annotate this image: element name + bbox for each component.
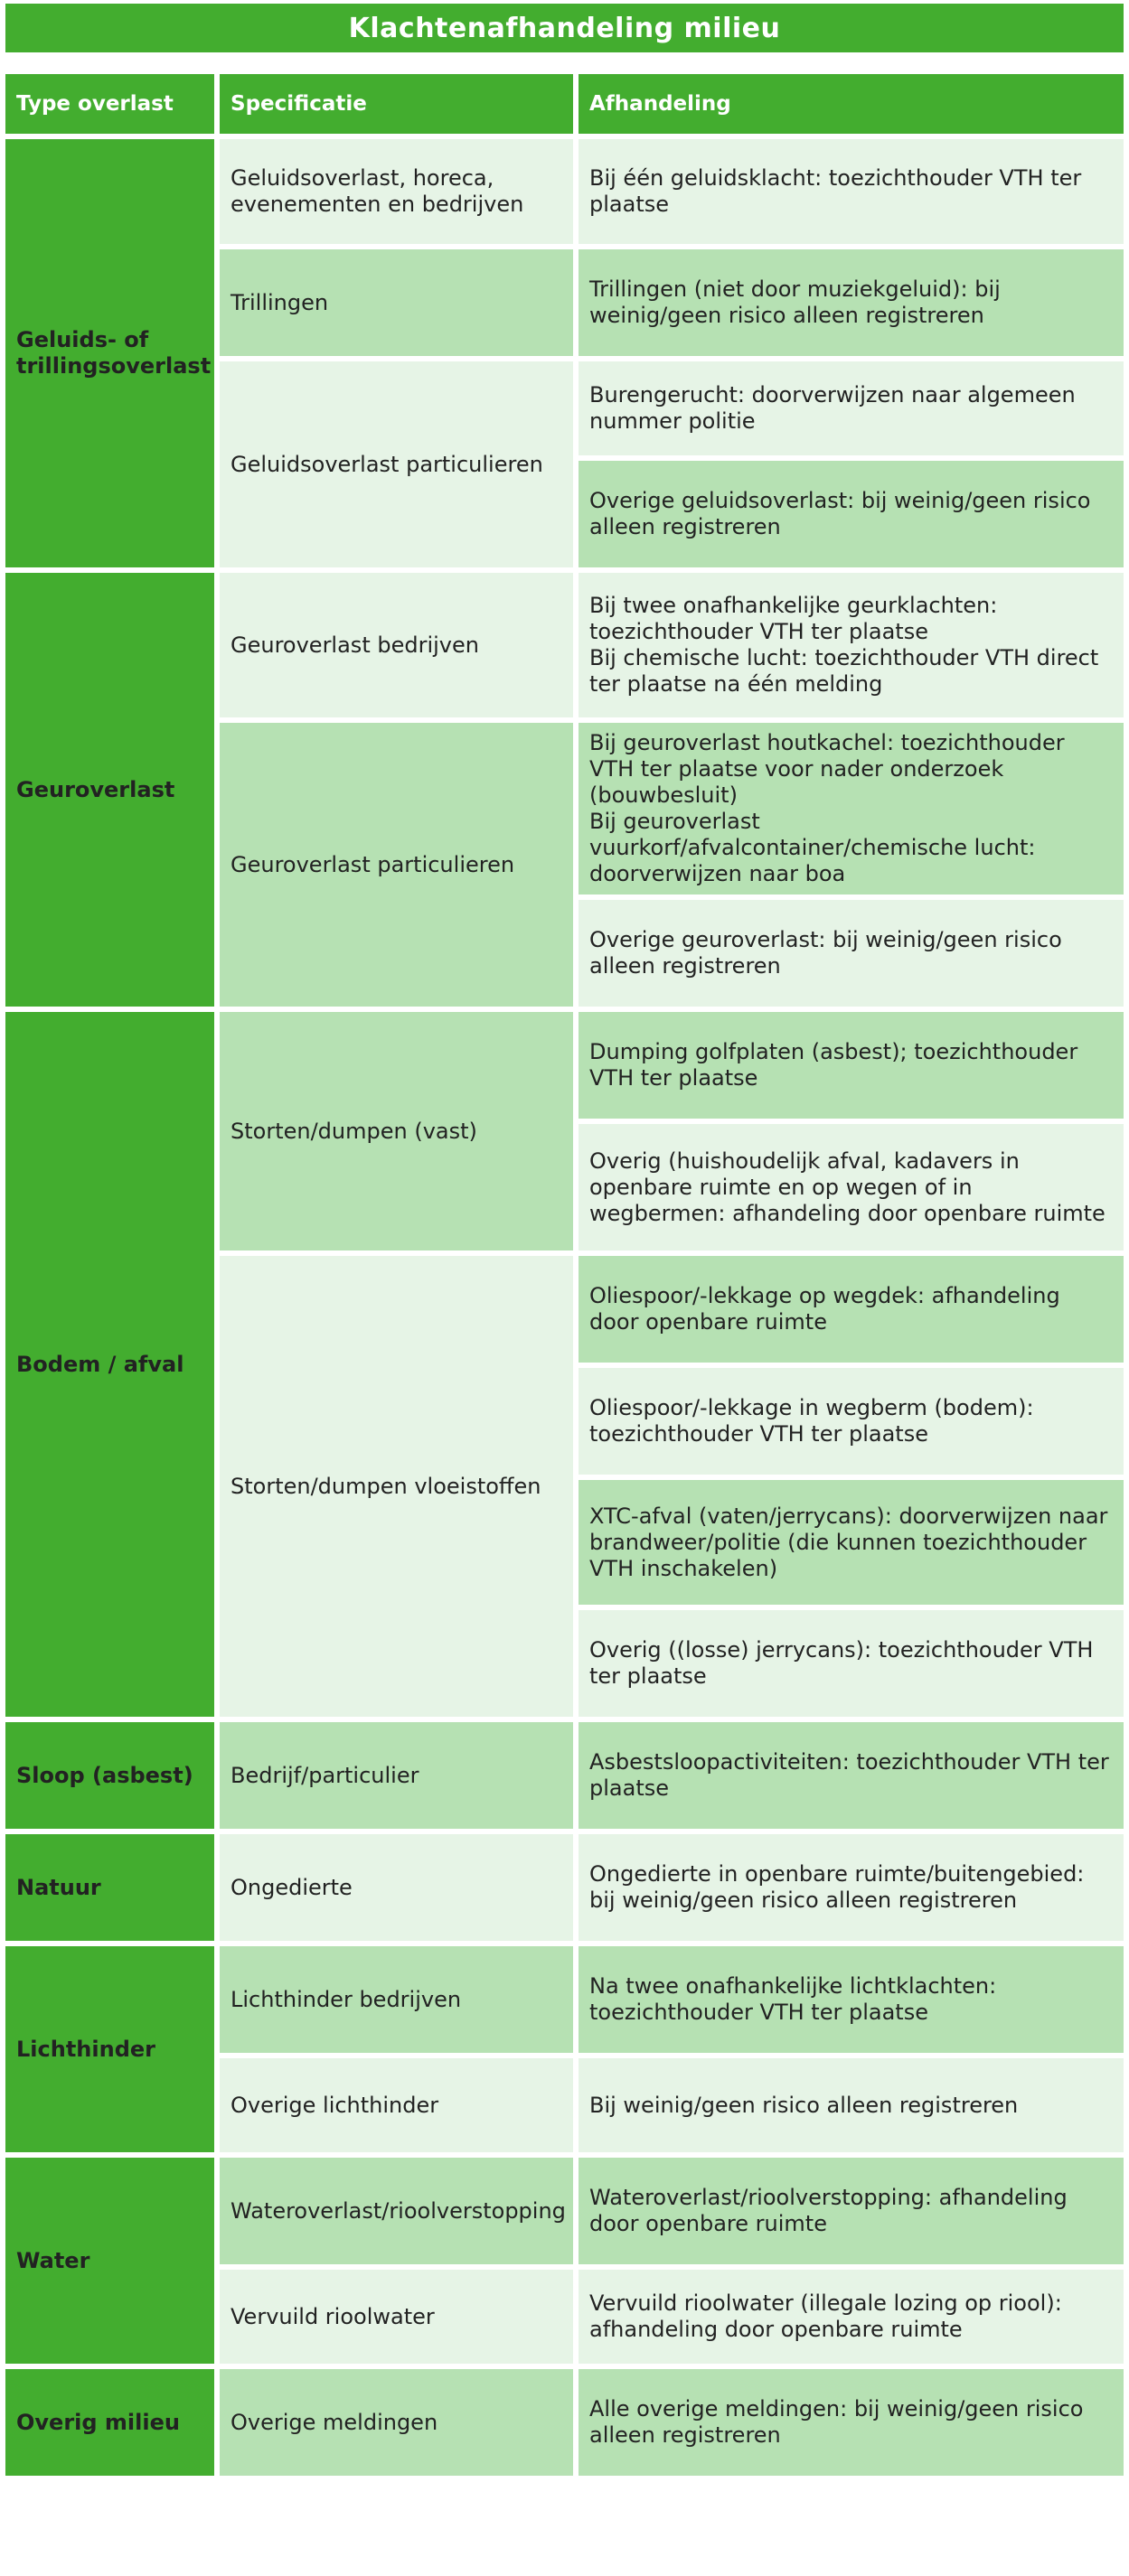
complaints-table bbox=[0, 69, 1129, 2481]
complaint-type-cell: Overig milieu bbox=[5, 2369, 214, 2476]
specification-cell: Storten/dumpen vloeistoffen bbox=[220, 1256, 573, 1717]
handling-cell: Wateroverlast/rioolverstopping: afhandeling door openbare ruimte bbox=[579, 2158, 1124, 2264]
handling-cell: Oliespoor/-lekkage in wegberm (bodem): toezichthouder VTH ter plaatse bbox=[579, 1368, 1124, 1475]
specification-cell: Lichthinder bedrijven bbox=[220, 1946, 573, 2053]
handling-cell: Bij weinig/geen risico alleen registreren bbox=[579, 2058, 1124, 2152]
specification-cell: Storten/dumpen (vast) bbox=[220, 1012, 573, 1251]
handling-cell: Vervuild rioolwater (illegale lozing op riool): afhandeling door openbare ruimte bbox=[579, 2270, 1124, 2364]
handling-cell: Ongedierte in openbare ruimte/buitengebied: bij weinig/geen risico alleen registreren bbox=[579, 1834, 1124, 1941]
handling-cell: Overige geuroverlast: bij weinig/geen risico alleen registreren bbox=[579, 900, 1124, 1007]
handling-cell: Overige geluidsoverlast: bij weinig/geen risico alleen registreren bbox=[579, 461, 1124, 567]
header-type: Type overlast bbox=[5, 74, 214, 134]
handling-cell: Overig ((losse) jerrycans): toezichthouder VTH ter plaatse bbox=[579, 1610, 1124, 1717]
handling-cell: Dumping golfplaten (asbest); toezichthouder VTH ter plaatse bbox=[579, 1012, 1124, 1119]
handling-cell: Burengerucht: doorverwijzen naar algemeen nummer politie bbox=[579, 361, 1124, 455]
specification-cell: Geluidsoverlast, horeca, evenementen en bedrijven bbox=[220, 139, 573, 244]
complaint-type-cell: Geluids- of trillingsoverlast bbox=[5, 139, 214, 567]
specification-cell: Vervuild rioolwater bbox=[220, 2270, 573, 2364]
complaint-type-cell: Bodem / afval bbox=[5, 1012, 214, 1717]
header-row bbox=[5, 74, 1124, 134]
specification-cell: Wateroverlast/rioolverstopping bbox=[220, 2158, 573, 2264]
table-row bbox=[5, 1946, 1124, 2053]
page-title: Klachtenafhandeling milieu bbox=[5, 4, 1124, 52]
specification-cell: Overige lichthinder bbox=[220, 2058, 573, 2152]
header-spec: Specificatie bbox=[220, 74, 573, 134]
handling-cell: Oliespoor/-lekkage op wegdek: afhandeling door openbare ruimte bbox=[579, 1256, 1124, 1363]
handling-cell: Bij één geluidsklacht: toezichthouder VTH ter plaatse bbox=[579, 139, 1124, 244]
specification-cell: Geuroverlast particulieren bbox=[220, 723, 573, 1007]
header-action: Afhandeling bbox=[579, 74, 1124, 134]
complaint-type-cell: Geuroverlast bbox=[5, 573, 214, 1007]
table-row bbox=[5, 1834, 1124, 1941]
handling-cell: Overig (huishoudelijk afval, kadavers in openbare ruimte en op wegen of in wegbermen: afhandeling door openbare ruimte bbox=[579, 1124, 1124, 1251]
handling-cell: XTC-afval (vaten/jerrycans): doorverwijzen naar brandweer/politie (die kunnen toezichthouder VTH inschakelen) bbox=[579, 1480, 1124, 1605]
table-row bbox=[5, 573, 1124, 717]
specification-cell: Trillingen bbox=[220, 249, 573, 356]
table-row bbox=[5, 2158, 1124, 2264]
table-body bbox=[5, 139, 1124, 2476]
handling-cell: Bij geuroverlast houtkachel: toezichthouder VTH ter plaatse voor nader onderzoek (bouwbesluit) Bij geuroverlast vuurkorf/afvalcontainer/chemische lucht: doorverwijzen naar boa bbox=[579, 723, 1124, 895]
specification-cell: Overige meldingen bbox=[220, 2369, 573, 2476]
specification-cell: Geluidsoverlast particulieren bbox=[220, 361, 573, 567]
table-row bbox=[5, 2369, 1124, 2476]
handling-cell: Asbestsloopactiviteiten: toezichthouder VTH ter plaatse bbox=[579, 1722, 1124, 1829]
table-row bbox=[5, 1012, 1124, 1119]
table-row bbox=[5, 139, 1124, 244]
handling-cell: Trillingen (niet door muziekgeluid): bij weinig/geen risico alleen registreren bbox=[579, 249, 1124, 356]
complaint-type-cell: Water bbox=[5, 2158, 214, 2364]
handling-cell: Bij twee onafhankelijke geurklachten: toezichthouder VTH ter plaatse Bij chemische lucht: toezichthouder VTH direct ter plaatse na één melding bbox=[579, 573, 1124, 717]
specification-cell: Ongedierte bbox=[220, 1834, 573, 1941]
complaint-type-cell: Natuur bbox=[5, 1834, 214, 1941]
specification-cell: Bedrijf/particulier bbox=[220, 1722, 573, 1829]
complaint-type-cell: Lichthinder bbox=[5, 1946, 214, 2152]
complaint-type-cell: Sloop (asbest) bbox=[5, 1722, 214, 1829]
handling-cell: Alle overige meldingen: bij weinig/geen risico alleen registreren bbox=[579, 2369, 1124, 2476]
handling-cell: Na twee onafhankelijke lichtklachten: toezichthouder VTH ter plaatse bbox=[579, 1946, 1124, 2053]
table-row bbox=[5, 1722, 1124, 1829]
specification-cell: Geuroverlast bedrijven bbox=[220, 573, 573, 717]
